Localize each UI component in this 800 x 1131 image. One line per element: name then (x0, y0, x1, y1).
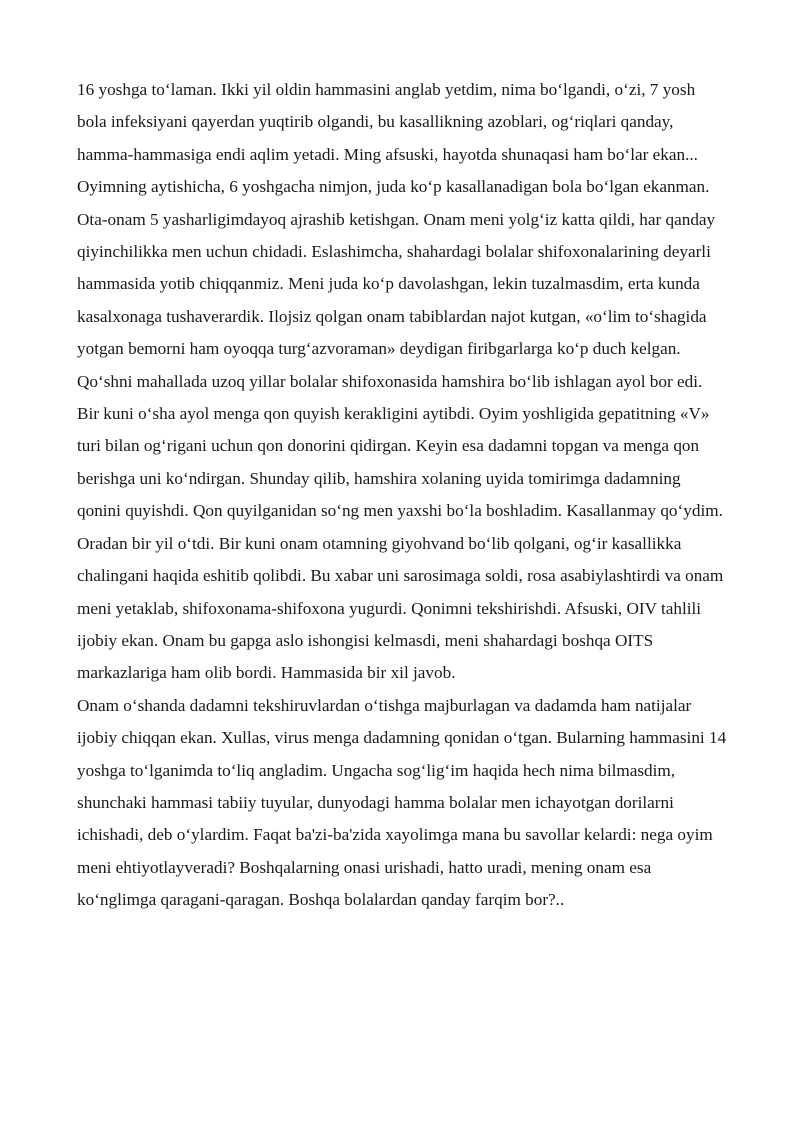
paragraph-2: Oyimning aytishicha, 6 yoshgacha nimjon, juda ko‘p kasallanadigan bola bo‘lgan ekanman. Ota-onam 5 yasharligimdayoq ajrashib ketishgan. Onam meni yolg‘iz katta qildi, har qanday qiyinchilikka men uchun chidadi. Eslashimcha, shahardagi bolalar shifoxonalarining deyarli hammasida yotib chiqqanmiz. Meni juda ko‘p davolashgan, lekin tuzalmasdim, erta kunda kasalxonaga tushaverardik. Ilojsiz qolgan onam tabiblardan najot kutgan, «o‘lim to‘shagida yotgan bemorni ham oyoqqa turg‘azvoraman» deydigan firibgarlarga ko‘p duch kelgan. (77, 177, 716, 359)
document-page (77, 74, 727, 917)
paragraph-4: Onam o‘shanda dadamni tekshiruvlardan o‘tishga majburlagan va dadamda ham natijalar ijobiy chiqqan ekan. Xullas, virus menga dadamning qonidan o‘tgan. Bularning hammasini 14 yoshga to‘lganimda to‘liq angladim. Ungacha sog‘lig‘im haqida hech nima bilmasdim, shunchaki hammasi tabiiy tuyular, dunyodagi hamma bolalar men ichayotgan dorilarni ichishadi, deb o‘ylardim. Faqat ba'zi-ba'zida xayolimga mana bu savollar kelardi: nega oyim meni ehtiyotlayveradi? Boshqalarning onasi urishadi, hatto uradi, mening onam esa ko‘nglimga qaragani-qaragan. Boshqa bolalardan qanday farqim bor?.. (77, 695, 727, 910)
paragraph-1: 16 yoshga to‘laman. Ikki yil oldin hammasini anglab yetdim, nima bo‘lgandi, o‘zi, 7 yosh bola infeksiyani qayerdan yuqtirib olgandi, bu kasallikning azoblari, og‘riqlari qanday, hamma-hammasiga endi aqlim yetadi. Ming afsuski, hayotda shunaqasi ham bo‘lar ekan... (77, 80, 698, 164)
paragraph-3: Qo‘shni mahallada uzoq yillar bolalar shifoxonasida hamshira bo‘lib ishlagan ayol bor edi. Bir kuni o‘sha ayol menga qon quyish kerakligini aytibdi. Oyim yoshligida gepatitning «V» turi bilan og‘rigani uchun qon donorini qidirgan. Keyin esa dadamni topgan va menga qon berishga uni ko‘ndirgan. Shunday qilib, hamshira xolaning uyida tomirimga dadamning qonini quyishdi. Qon quyilganidan so‘ng men yaxshi bo‘la boshladim. Kasallanmay qo‘ydim. Oradan bir yil o‘tdi. Bir kuni onam otamning giyohvand bo‘lib qolgani, og‘ir kasallikka chalingani haqida eshitib qolibdi. Bu xabar uni sarosimaga soldi, rosa asabiylashtirdi va onam meni yetaklab, shifoxonama-shifoxona yugurdi. Qonimni tekshirishdi. Afsuski, OIV tahlili ijobiy ekan. Onam bu gapga aslo ishongisi kelmasdi, meni shahardagi boshqa OITS markazlariga ham olib bordi. Hammasida bir xil javob. (77, 371, 724, 683)
